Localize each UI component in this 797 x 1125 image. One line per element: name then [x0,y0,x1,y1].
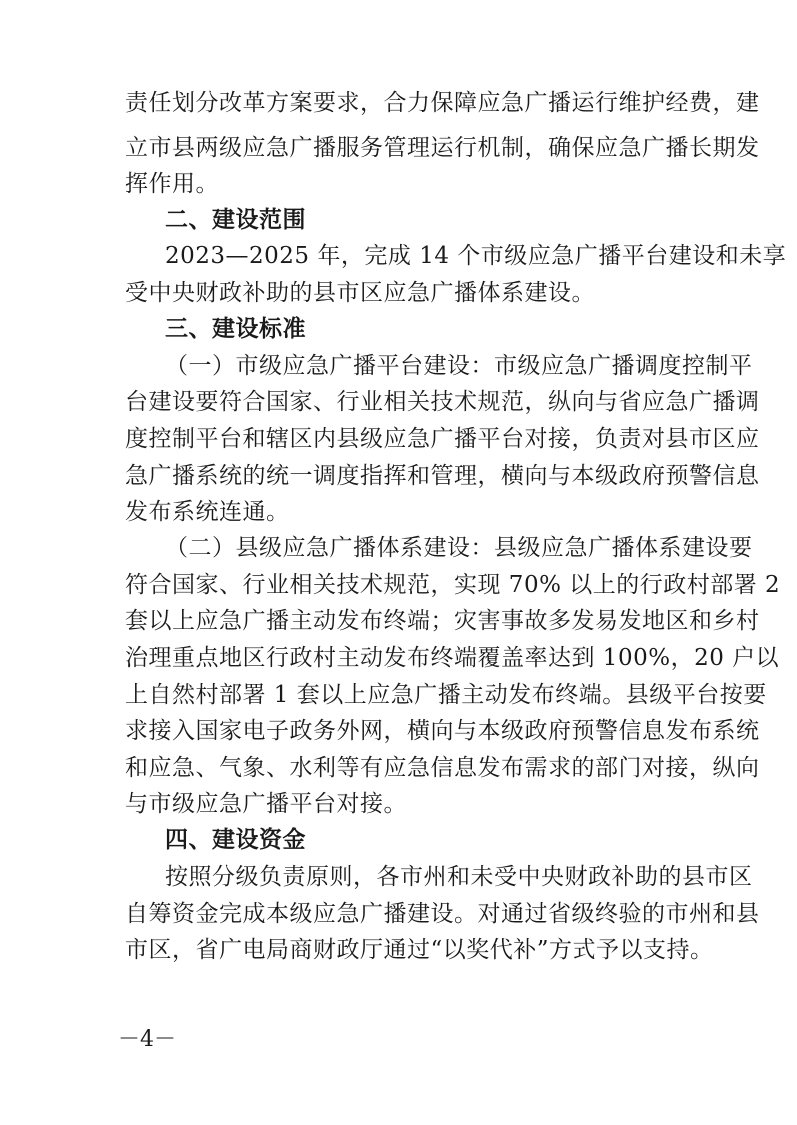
body-line: 套以上应急广播主动发布终端；灾害事故多发易发地区和乡村 [125,608,760,634]
section-heading-scope: 二、建设范围 [165,207,306,233]
body-line: 挥作用。 [125,171,219,197]
body-line: 符合国家、行业相关技术规范，实现 70% 以上的行政村部署 2 [125,572,781,598]
body-line: 上自然村部署 1 套以上应急广播主动发布终端。县级平台按要 [125,682,767,708]
body-line: 市区，省广电局商财政厅通过“以奖代补”方式予以支持。 [125,937,714,963]
body-line: 急广播系统的统一调度指挥和管理，横向与本级政府预警信息 [125,463,760,489]
body-line: 按照分级负责原则，各市州和未受中央财政补助的县市区 [165,864,753,890]
body-line: 责任划分改革方案要求，合力保障应急广播运行维护经费，建 [125,90,760,116]
body-line: 受中央财政补助的县市区应急广播体系建设。 [125,280,595,306]
body-line: 发布系统连通。 [125,499,290,525]
body-line: 求接入国家电子政务外网，横向与本级政府预警信息发布系统 [125,718,760,744]
body-line: 2023—2025 年，完成 14 个市级应急广播平台建设和未享 [165,243,787,269]
body-line: 治理重点地区行政村主动发布终端覆盖率达到 100%，20 户以 [125,645,780,671]
body-line: （一）市级应急广播平台建设：市级应急广播调度控制平 [165,353,753,379]
body-line: （二）县级应急广播体系建设：县级应急广播体系建设要 [165,535,753,561]
body-line: 度控制平台和辖区内县级应急广播平台对接，负责对县市区应 [125,426,760,452]
body-line: 和应急、气象、水利等有应急信息发布需求的部门对接，纵向 [125,755,760,781]
body-line: 台建设要符合国家、行业相关技术规范，纵向与省应急广播调 [125,389,760,415]
body-line: 立市县两级应急广播服务管理运行机制，确保应急广播长期发 [125,135,760,161]
section-heading-standards: 三、建设标准 [165,316,306,342]
page-number: －4－ [118,1027,176,1052]
body-line: 与市级应急广播平台对接。 [125,791,407,817]
body-line: 自筹资金完成本级应急广播建设。对通过省级终验的市州和县 [125,901,760,927]
section-heading-funding: 四、建设资金 [165,827,306,853]
